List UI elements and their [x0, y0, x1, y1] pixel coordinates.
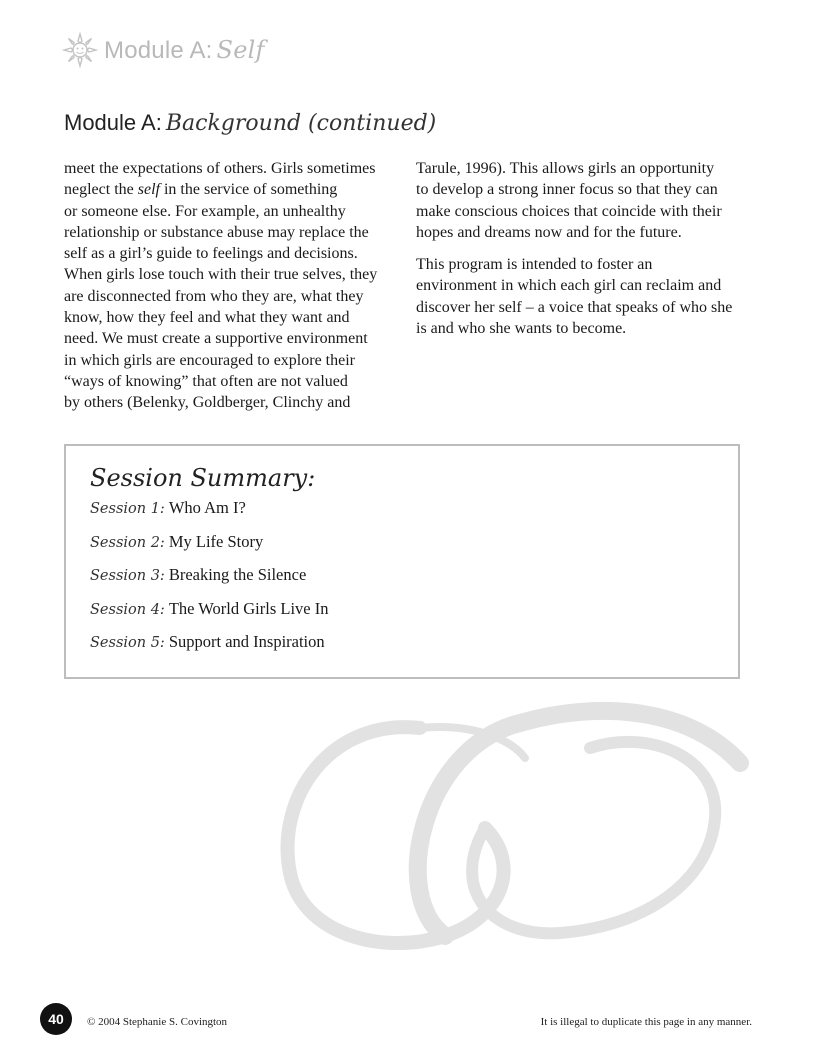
module-header: [62, 30, 265, 70]
session-label: Session 3:: [90, 568, 165, 584]
left-paragraph: [64, 158, 396, 414]
text-line: know, how they feel and what they want and: [64, 309, 350, 327]
session-list: [90, 498, 329, 666]
text-line: discover her self – a voice that speaks of who she: [416, 298, 733, 316]
module-name: Self: [216, 35, 265, 64]
session-name: Breaking the Silence: [168, 565, 307, 584]
section-heading: [64, 110, 436, 136]
session-item: [90, 632, 329, 666]
session-name: The World Girls Live In: [168, 598, 329, 618]
session-name: Who Am I?: [168, 498, 246, 517]
text-line: need. We must create a supportive environment: [64, 330, 368, 348]
session-summary-title: Session Summary:: [90, 464, 316, 492]
session-item: [90, 498, 329, 532]
text-line: “ways of knowing” that often are not valued: [64, 372, 348, 390]
text-line: make conscious choices that coincide with their: [416, 202, 722, 220]
text-emphasis: self: [137, 181, 160, 199]
session-item: [90, 532, 329, 566]
session-summary-box: [64, 444, 740, 679]
session-item: [90, 565, 329, 599]
text-line: in which girls are encouraged to explore their: [64, 351, 355, 369]
text-line: by others (Belenky, Goldberger, Clinchy and: [64, 394, 351, 412]
text-line: are disconnected from who they are, what they: [64, 287, 364, 305]
swirl-ornament: [270, 688, 750, 958]
text-line: When girls lose touch with their true selves, they: [64, 266, 378, 284]
text-fragment: neglect the: [64, 181, 138, 199]
session-label: Session 1:: [90, 501, 165, 517]
text-line: [64, 179, 396, 200]
page-number-badge: 40: [40, 1003, 72, 1035]
text-line: self as a girl’s guide to feelings and decisions.: [64, 245, 358, 263]
text-line: or someone else. For example, an unhealthy: [64, 202, 346, 220]
text-line: hopes and dreams now and for the future.: [416, 223, 682, 241]
section-heading-script: Background (continued): [165, 111, 437, 136]
module-title: [104, 36, 265, 65]
text-line: relationship or substance abuse may replace the: [64, 223, 369, 241]
text-line: to develop a strong inner focus so that they can: [416, 181, 718, 199]
right-column: [416, 158, 750, 350]
right-paragraph-1: [416, 158, 750, 243]
session-name: Support and Inspiration: [168, 632, 325, 651]
text-line: environment in which each girl can reclaim and: [416, 277, 722, 295]
legal-notice: It is illegal to duplicate this page in any manner.: [540, 1016, 752, 1028]
section-heading-label: Module A:: [64, 110, 162, 135]
text-line: Tarule, 1996). This allows girls an opportunity: [416, 160, 715, 177]
session-name: My Life Story: [168, 531, 264, 551]
text-fragment: in the service of something: [159, 181, 338, 199]
session-label: Session 4:: [90, 601, 165, 618]
left-column: [64, 158, 396, 425]
session-label: Session 5:: [90, 635, 165, 651]
sun-icon: [62, 32, 98, 68]
module-label: Module A:: [104, 36, 213, 64]
copyright-notice: © 2004 Stephanie S. Covington: [87, 1016, 228, 1028]
text-line: is and who she wants to become.: [416, 320, 627, 338]
session-item: [90, 599, 329, 633]
session-label: Session 2:: [90, 534, 165, 551]
right-paragraph-2: [416, 254, 750, 339]
text-line: This program is intended to foster an: [416, 256, 653, 274]
text-line: meet the expectations of others. Girls sometimes: [64, 160, 376, 177]
